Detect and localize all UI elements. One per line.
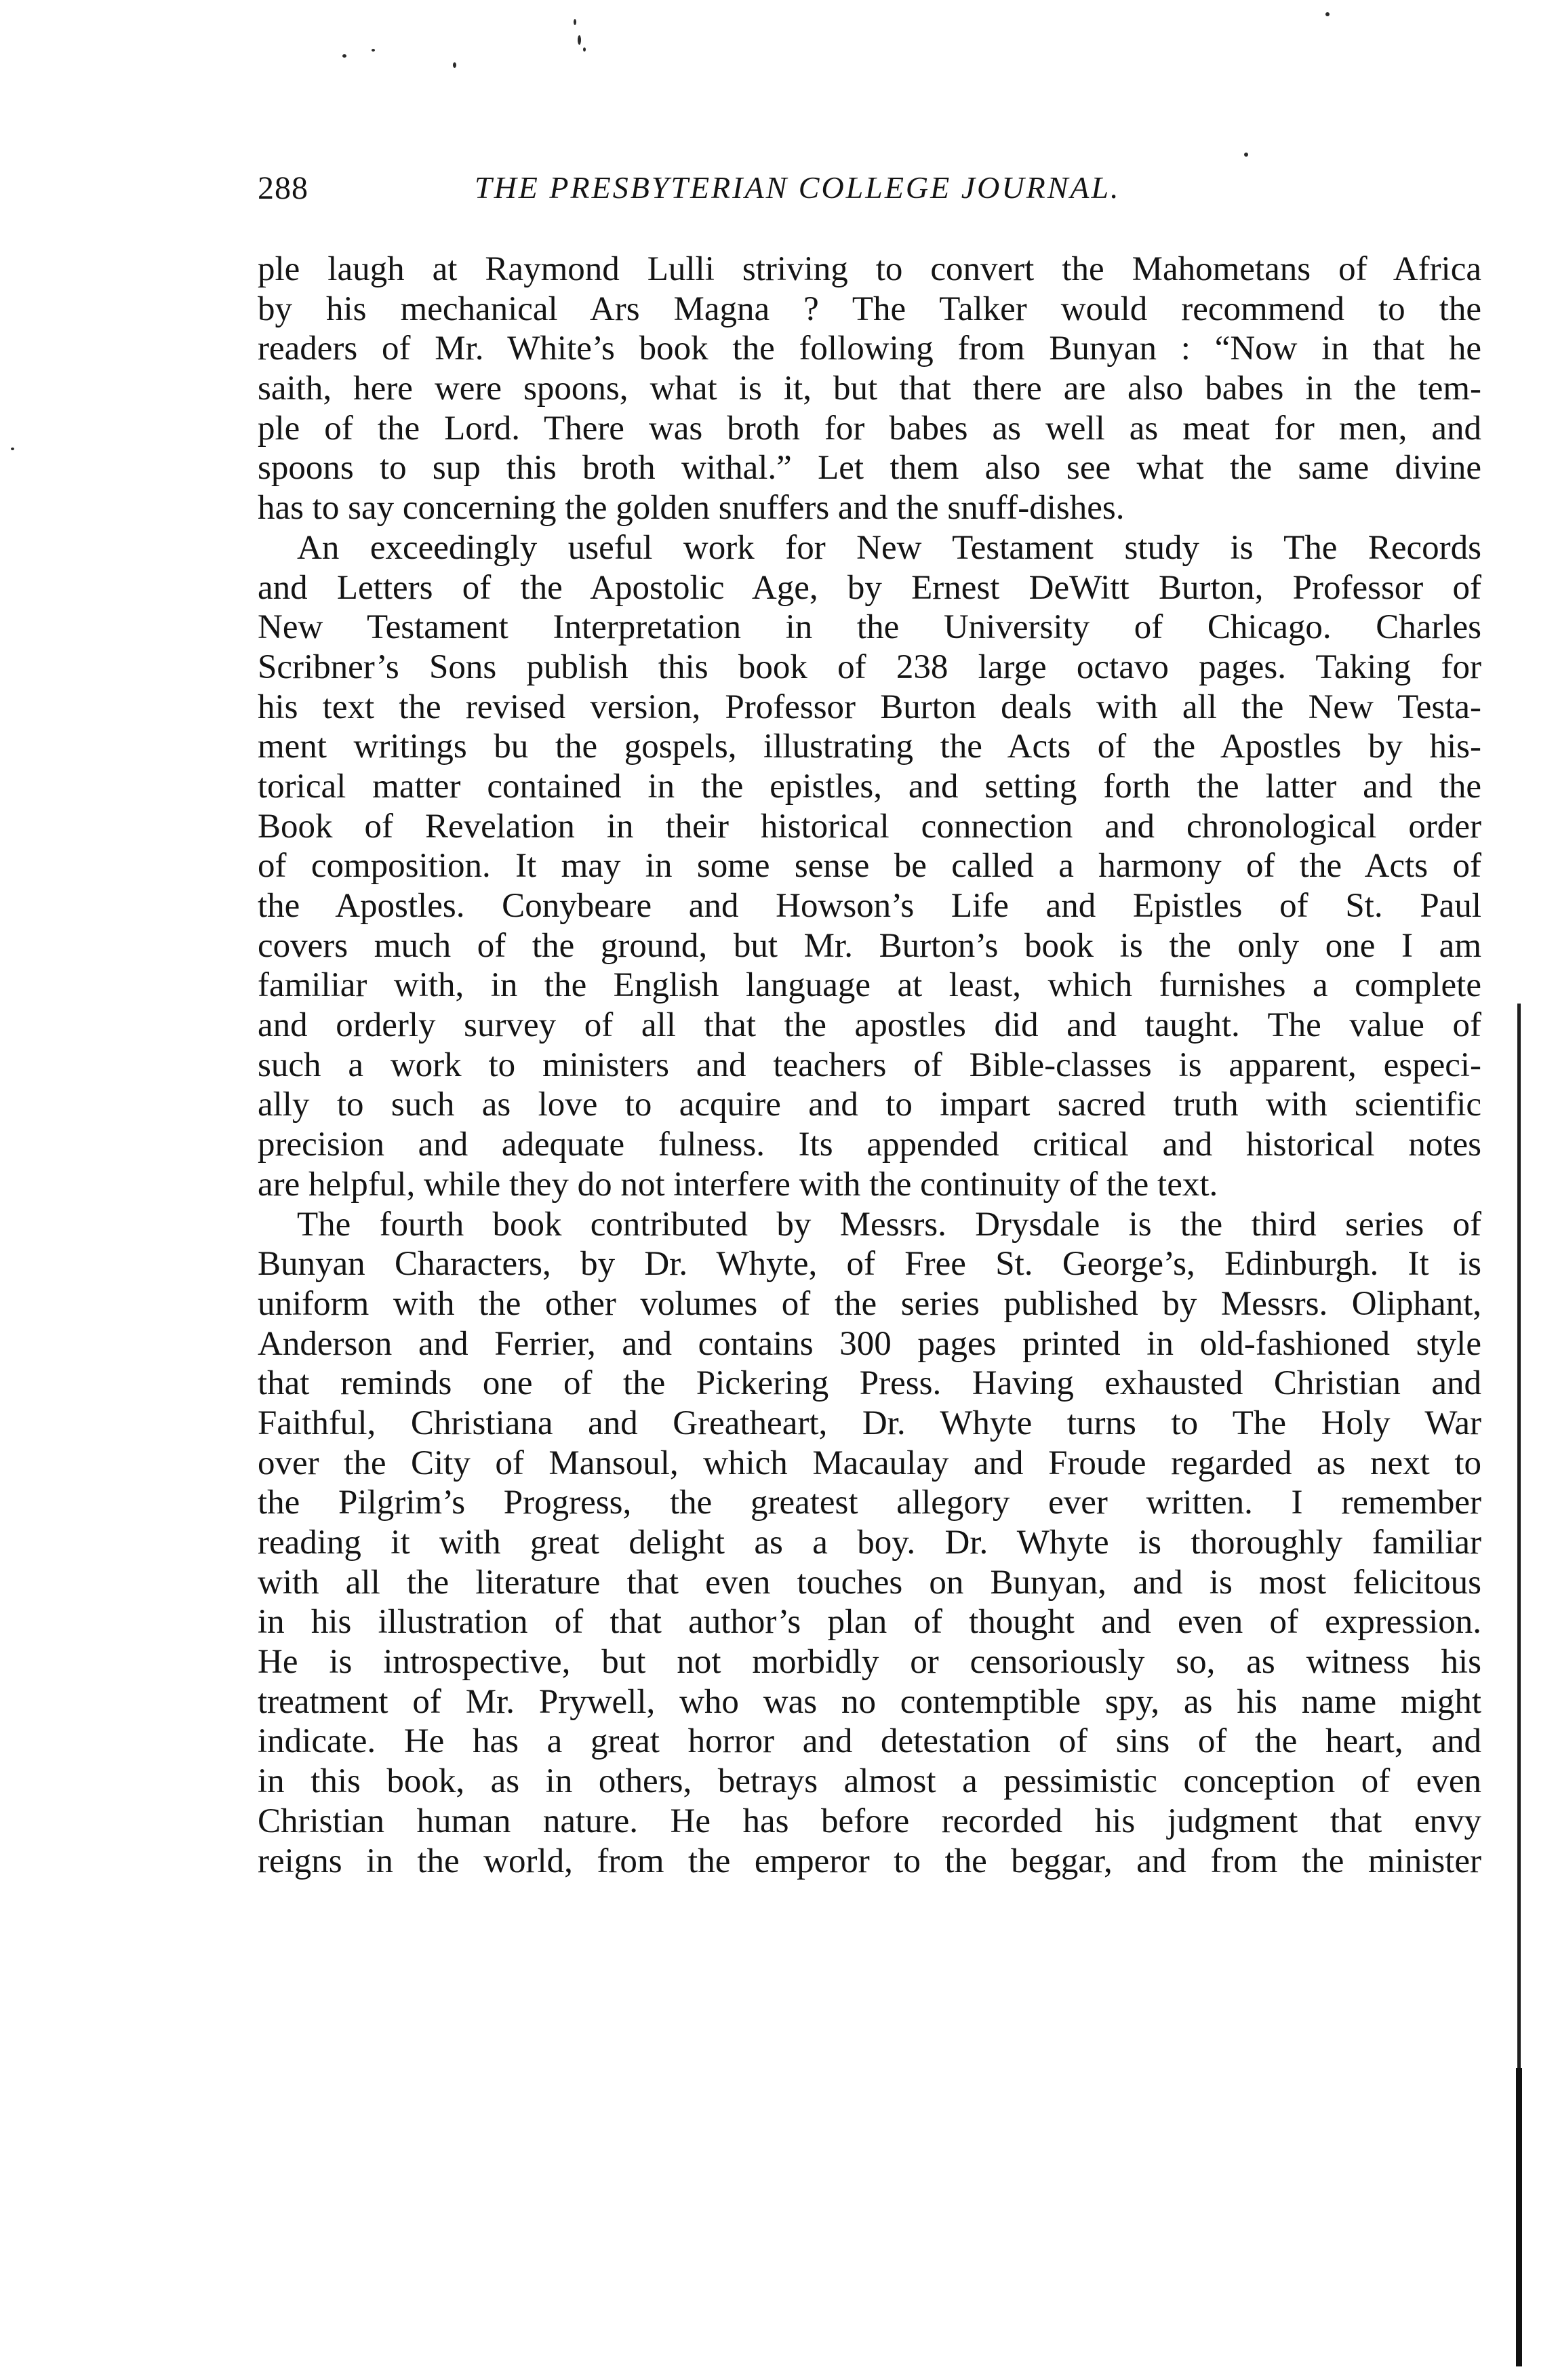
text-line: saith, here were spoons, what is it, but that there are also babes in the tem- [258,370,1481,408]
text-line: over the City of Mansoul, which Macaulay and Froude regarded as next to [258,1444,1481,1482]
text-line: in this book, as in others, betrays almost a pessimistic conception of even [258,1762,1481,1801]
text-line: are helpful, while they do not interfere with the continuity of the text. [258,1165,1218,1204]
page-header [258,170,1478,217]
text-line: with all the literature that even touches on Bunyan, and is most felicitous [258,1563,1481,1602]
text-line: Scribner’s Sons publish this book of 238 large octavo pages. Taking for [258,648,1481,686]
text-line: Book of Revelation in their historical connection and chronological order [258,807,1481,846]
text-line: and orderly survey of all that the apostles did and taught. The value of [258,1006,1481,1045]
text-line: He is introspective, but not morbidly or censoriously so, as witness his [258,1643,1481,1682]
page-number: 288 [258,170,308,206]
text-line: Bunyan Characters, by Dr. Whyte, of Free St. George’s, Edinburgh. It is [258,1245,1481,1284]
text-line: Anderson and Ferrier, and contains 300 pages printed in old-fashioned style [258,1324,1481,1363]
text-line: Faithful, Christiana and Greatheart, Dr. Whyte turns to The Holy War [258,1404,1481,1442]
text-line: readers of Mr. White’s book the following from Bunyan : “Now in that he [258,330,1481,368]
speck [578,35,581,45]
text-line: has to say concerning the golden snuffers and the snuff-dishes. [258,489,1125,528]
text-line: spoons to sup this broth withal.” Let them also see what the same divine [258,449,1481,488]
text-line: treatment of Mr. Prywell, who was no contemptible spy, as his name might [258,1682,1481,1721]
text-line: covers much of the ground, but Mr. Burton’s book is the only one I am [258,926,1481,965]
text-line: his text the revised version, Professor Burton deals with all the New Testa- [258,688,1481,726]
paragraph-start-line: The fourth book contributed by Messrs. Drysdale is the third series of [297,1205,1481,1244]
text-line: indicate. He has a great horror and detestation of sins of the heart, and [258,1722,1481,1761]
speck [372,49,375,52]
text-line: such a work to ministers and teachers of Bible-classes is apparent, especi- [258,1046,1481,1084]
speck [11,448,14,450]
speck [574,19,576,25]
text-line: New Testament Interpretation in the University of Chicago. Charles [258,608,1481,647]
text-line: in his illustration of that author’s plan of thought and even of expression. [258,1603,1481,1642]
scan-edge-line-heavy [1516,2068,1522,2366]
text-line: by his mechanical Ars Magna ? The Talker would recommend to the [258,290,1481,328]
text-line: ple laugh at Raymond Lulli striving to convert the Mahometans of Africa [258,250,1481,288]
text-line: and Letters of the Apostolic Age, by Ernest DeWitt Burton, Professor of [258,568,1481,607]
text-line: the Pilgrim’s Progress, the greatest allegory ever written. I remember [258,1484,1481,1522]
text-line: precision and adequate fulness. Its appended critical and historical notes [258,1126,1481,1164]
text-line: torical matter contained in the epistles, and setting forth the latter and the [258,767,1481,806]
text-line: Christian human nature. He has before recorded his judgment that envy [258,1802,1481,1840]
paragraph-start-line: An exceedingly useful work for New Testament study is The Records [297,528,1481,567]
text-line: of composition. It may in some sense be called a harmony of the Acts of [258,847,1481,886]
running-head: THE PRESBYTERIAN COLLEGE JOURNAL. [475,170,1121,205]
text-line: ally to such as love to acquire and to impart sacred truth with scientific [258,1086,1481,1124]
text-line: ment writings bu the gospels, illustrating the Acts of the Apostles by his- [258,728,1481,766]
text-line: familiar with, in the English language at least, which furnishes a complete [258,966,1481,1005]
speck [1325,12,1330,16]
speck [453,62,456,68]
text-line: that reminds one of the Pickering Press. Having exhausted Christian and [258,1364,1481,1403]
text-line: ple of the Lord. There was broth for babes as well as meat for men, and [258,409,1481,448]
speck [1244,153,1248,157]
article-body [258,250,1481,1881]
text-line: reading it with great delight as a boy. Dr. Whyte is thoroughly familiar [258,1524,1481,1562]
text-line: the Apostles. Conybeare and Howson’s Life and Epistles of St. Paul [258,887,1481,925]
text-line: uniform with the other volumes of the series published by Messrs. Oliphant, [258,1284,1481,1323]
speck [583,47,586,52]
text-line: reigns in the world, from the emperor to the beggar, and from the minister [258,1842,1481,1880]
speck [342,54,346,58]
